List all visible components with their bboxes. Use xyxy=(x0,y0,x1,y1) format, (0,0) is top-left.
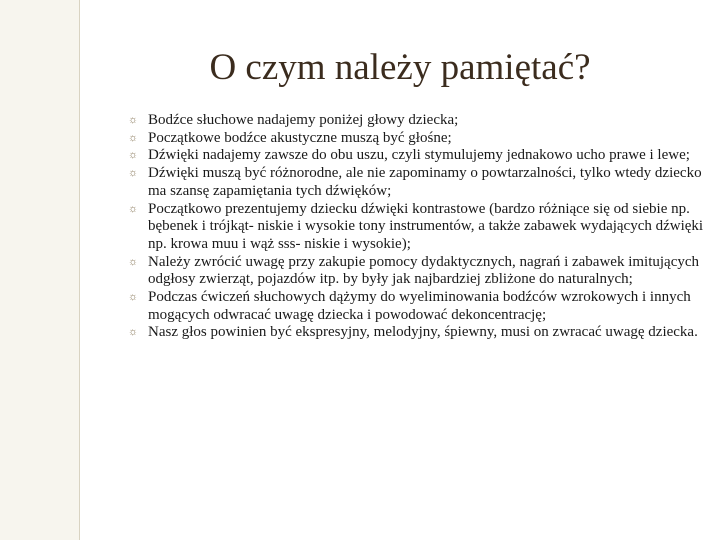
bullet-item xyxy=(128,201,706,254)
sun-bullet-icon: ☼ xyxy=(128,149,139,162)
bullet-text: Bodźce słuchowe nadajemy poniżej głowy dziecka; xyxy=(148,112,459,128)
slide-title: O czym należy pamiętać? xyxy=(209,47,591,88)
bullet-item xyxy=(128,324,706,342)
bullet-text: Dźwięki nadajemy zawsze do obu uszu, czyli stymulujemy jednakowo ucho prawe i lewe; xyxy=(148,147,690,164)
sun-bullet-icon: ☼ xyxy=(128,326,139,339)
bullet-list xyxy=(128,112,706,342)
bullet-item xyxy=(128,130,706,148)
left-decorative-bar xyxy=(0,0,80,540)
bullet-text: Dźwięki muszą być różnorodne, ale nie zapominamy o powtarzalności, tylko wtedy dziecko ma szansę zapamiętania tych dźwięków; xyxy=(148,165,702,199)
bullet-item xyxy=(128,289,706,324)
bullet-item xyxy=(128,165,706,200)
bullet-text: Nasz głos powinien być ekspresyjny, melodyjny, śpiewny, musi on zwracać uwagę dziecka. xyxy=(148,324,698,341)
sun-bullet-icon: ☼ xyxy=(128,131,139,144)
sun-bullet-icon: ☼ xyxy=(128,167,139,180)
bullet-text: Podczas ćwiczeń słuchowych dążymy do wyeliminowania bodźców wzrokowych i innych mogących odwracać uwagę dziecka i powodować dekoncentrację; xyxy=(148,289,691,323)
bullet-item xyxy=(128,112,706,130)
sun-bullet-icon: ☼ xyxy=(128,114,139,126)
sun-bullet-icon: ☼ xyxy=(128,255,139,268)
sun-bullet-icon: ☼ xyxy=(128,202,139,215)
bullet-text: Początkowo prezentujemy dziecku dźwięki kontrastowe (bardzo różniące się od siebie np. bębenek i trójkąt- niskie i wysokie tony instrumentów, a także zabawek wydających dźwięki np. krowa muu i wąż sss- niskie i wysokie); xyxy=(148,200,704,252)
bullet-text: Początkowe bodźce akustyczne muszą być głośne; xyxy=(148,129,452,146)
bullet-item xyxy=(128,254,706,289)
sun-bullet-icon: ☼ xyxy=(128,291,139,304)
bullet-text: Należy zwrócić uwagę przy zakupie pomocy dydaktycznych, nagrań i zabawek imitujących odgłosy zwierząt, pojazdów itp. by były jak najbardziej zbliżone do naturalnych; xyxy=(148,253,700,288)
bullet-item xyxy=(128,147,706,165)
